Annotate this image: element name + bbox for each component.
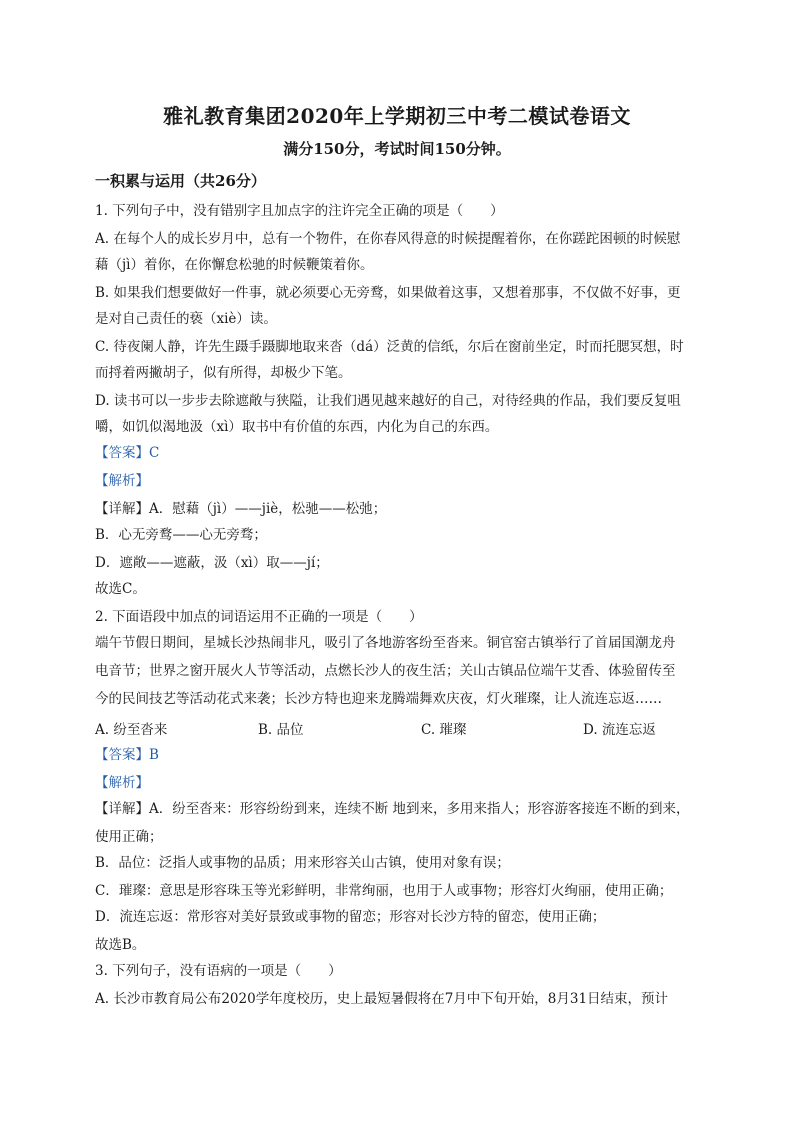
q1-option-a-line1: A. 在每个人的成长岁月中，总有一个物件，在你春风得意的时候提醒着你，在你蹉跎困顿的时候慰	[95, 231, 681, 247]
q1-choose: 故选C。	[95, 581, 146, 597]
q3-stem: 3. 下列句子，没有语病的一项是（ ）	[95, 963, 342, 979]
q2-passage-line3: 今的民间技艺等活动花式来袭；长沙方特也迎来龙腾端舞欢庆夜，灯火璀璨，让人流连忘返……	[95, 691, 662, 707]
q2-analysis-label: 【解析】	[95, 775, 149, 791]
q1-detail-b: B．心无旁鹜——心无旁骛；	[95, 527, 267, 543]
q1-option-d-line2: 嚼，如饥似渴地汲（xì）取书中有价值的东西，内化为自己的东西。	[95, 419, 499, 435]
q2-detail-line1: 【详解】A．纷至沓来：形容纷纷到来，连续不断 地到来，多用来指人；形容游客接连不断的到来，	[95, 801, 690, 817]
q2-detail-d: D．流连忘返：常形容对美好景致或事物的留恋；形容对长沙方特的留恋，使用正确；	[95, 909, 606, 925]
q1-option-c-line2: 而捋着两撇胡子，似有所得，却极少下笔。	[95, 365, 352, 381]
q1-option-b-line1: B. 如果我们想要做好一件事，就必须要心无旁鹜，如果做着这事，又想着那事，不仅做不好事，更	[95, 285, 681, 301]
q2-option-b: B. 品位	[258, 722, 304, 738]
q1-detail: 【详解】A．慰藉（jì）——jiè，松驰——松弛；	[95, 501, 387, 517]
q2-detail-b: B．品位：泛指人或事物的品质；用来形容关山古镇，使用对象有误；	[95, 855, 510, 871]
q2-detail-c: C．璀璨：意思是形容珠玉等光彩鲜明，非常绚丽，也用于人或事物；形容灯火绚丽，使用正确；	[95, 883, 673, 899]
q1-analysis-label: 【解析】	[95, 473, 149, 489]
page-subtitle: 满分150分，考试时间150分钟。	[283, 140, 511, 158]
q1-detail-d: D．遮敞——遮蔽，汲（xì）取——jí；	[95, 555, 329, 571]
q2-answer: 【答案】B	[95, 747, 159, 763]
q2-detail-line2: 使用正确；	[95, 829, 163, 845]
q2-stem: 2. 下面语段中加点的词语运用不正确的一项是（ ）	[95, 609, 423, 625]
q2-option-d: D. 流连忘返	[583, 722, 656, 738]
q1-option-c-line1: C. 待夜阑人静，许先生蹑手蹑脚地取来沓（dá）泛黄的信纸，尔后在窗前坐定，时而托腮冥想，时	[95, 339, 684, 355]
q2-choose: 故选B。	[95, 937, 146, 953]
q2-passage-line1: 端午节假日期间，星城长沙热闹非凡，吸引了各地游客纷至沓来。铜官窑古镇举行了首届国潮龙舟	[95, 635, 676, 651]
q2-passage-line2: 电音节；世界之窗开展火人节等活动，点燃长沙人的夜生活；关山古镇品位端午艾香、体验留传至	[95, 663, 676, 679]
section-heading: 一积累与运用（共26分）	[95, 172, 266, 190]
q1-answer: 【答案】C	[95, 445, 160, 461]
q3-option-a-line1: A. 长沙市教育局公布2020学年度校历，史上最短暑假将在7月中下旬开始，8月31日结束，预计	[95, 991, 669, 1007]
q2-option-c: C. 璀璨	[421, 722, 467, 738]
q1-option-a-line2: 藉（jì）着你，在你懈怠松驰的时候鞭策着你。	[95, 257, 374, 273]
page-title: 雅礼教育集团2020年上学期初三中考二模试卷语文	[163, 104, 631, 128]
q1-stem: 1. 下列句子中，没有错别字且加点字的注许完全正确的项是（ ）	[95, 203, 504, 219]
q1-option-d-line1: D. 读书可以一步步去除遮敞与狭隘，让我们遇见越来越好的自己，对待经典的作品，我们要反复咀	[95, 393, 681, 409]
q1-option-b-line2: 是对自己责任的亵（xiè）读。	[95, 311, 277, 327]
q2-option-a: A. 纷至沓来	[95, 722, 168, 738]
